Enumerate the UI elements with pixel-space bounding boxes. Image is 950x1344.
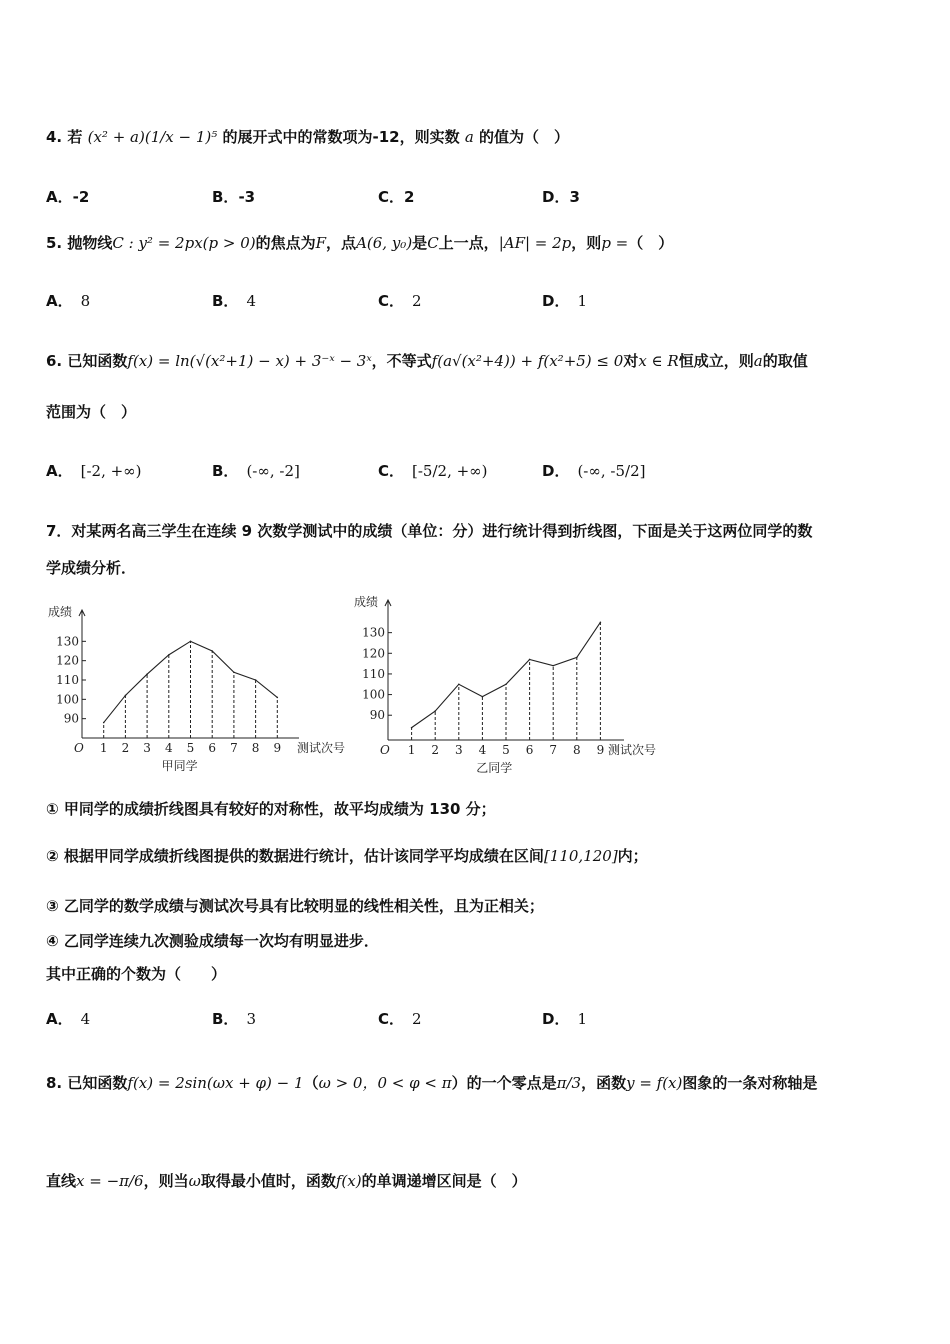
data-point: [146, 673, 148, 675]
data-point: [277, 697, 279, 699]
x-axis-label: 测试次号: [608, 743, 657, 757]
chart-jia: [42, 598, 362, 780]
q6-stem: 6. 已知函数f(x) = ln(√(x²+1) − x) + 3⁻ˣ − 3ˣ，不等式f(a√(x²+4)) + f(x²+5) ≤ 0对x ∈ R恒成立，则a的取值: [46, 352, 808, 370]
x-tick-label: 8: [251, 741, 260, 755]
y-tick-label: 110: [56, 673, 79, 687]
q4-option-b[interactable]: B．-3: [212, 188, 256, 206]
q4-stem: 4. 若 (x² + a)(1/x − 1)⁵ 的展开式中的常数项为-12，则实数 a 的值为（ ）: [46, 128, 570, 146]
data-point: [255, 679, 257, 681]
x-axis-label: 测试次号: [297, 741, 346, 755]
y-tick-label: 130: [56, 634, 79, 649]
x-tick-label: 9: [596, 743, 605, 757]
origin-label: O: [74, 741, 84, 755]
q7-stem-line2: 学成绩分析．: [46, 559, 137, 577]
q7-interval: [110,120]: [543, 847, 618, 865]
q4-number: 4.: [46, 128, 63, 146]
data-point: [190, 641, 192, 643]
y-tick-label: 100: [56, 692, 79, 707]
data-point: [600, 622, 602, 624]
chart-title: 甲同学: [161, 759, 198, 773]
data-point: [458, 683, 460, 685]
q8-stem: 8. 已知函数f(x) = 2sin(ωx + φ) − 1（ω > 0，0 < φ < π）的一个零点是π/3，函数y = f(x)图象的一条对称轴是: [46, 1074, 818, 1092]
x-tick-label: 3: [454, 743, 463, 757]
x-tick-label: 2: [431, 743, 440, 757]
q7-option-c[interactable]: C． 2: [378, 1010, 422, 1028]
q7-statement-2: ② 根据甲同学成绩折线图提供的数据进行统计，估计该同学平均成绩在区间[110,120]内；: [46, 847, 648, 865]
data-point: [411, 727, 413, 729]
q4-option-a[interactable]: A．-2: [46, 188, 90, 206]
q4-option-c[interactable]: C．2: [378, 188, 415, 206]
x-tick-label: 4: [164, 741, 173, 755]
data-point: [529, 659, 531, 661]
chart-yi: [352, 592, 672, 780]
x-tick-label: 9: [273, 741, 282, 755]
q6-option-c[interactable]: C． [-5/2, +∞): [378, 462, 488, 480]
q6-option-a[interactable]: A． [-2, +∞): [46, 462, 142, 480]
y-tick-label: 90: [63, 711, 79, 726]
q8-number: 8.: [46, 1074, 63, 1092]
data-point: [552, 665, 554, 667]
x-tick-label: 5: [186, 741, 195, 755]
q4-expression: (x² + a)(1/x − 1)⁵: [87, 128, 218, 146]
y-tick-label: 90: [369, 708, 385, 723]
origin-label: O: [380, 743, 390, 757]
chart-title: 乙同学: [476, 761, 513, 775]
y-axis-label: 成绩: [354, 595, 379, 609]
x-tick-label: 1: [407, 743, 416, 757]
q5-option-a[interactable]: A． 8: [46, 292, 91, 310]
q7-option-b[interactable]: B． 3: [212, 1010, 256, 1028]
data-point: [211, 650, 213, 652]
q5-option-b[interactable]: B． 4: [212, 292, 256, 310]
y-tick-label: 120: [362, 646, 385, 661]
x-tick-label: 2: [121, 741, 130, 755]
x-tick-label: 6: [525, 743, 534, 757]
q6-option-d[interactable]: D． (-∞, -5/2]: [542, 462, 646, 480]
q7-option-a[interactable]: A． 4: [46, 1010, 91, 1028]
x-tick-label: 4: [478, 743, 487, 757]
y-tick-label: 100: [362, 687, 385, 702]
q8-stem-line2: 直线x = −π/6，则当ω取得最小值时，函数f(x)的单调递增区间是（ ）: [46, 1172, 527, 1190]
q5-option-c[interactable]: C． 2: [378, 292, 422, 310]
q7-statement-3: ③ 乙同学的数学成绩与测试次号具有比较明显的线性相关性，且为正相关；: [46, 897, 544, 915]
x-tick-label: 8: [572, 743, 581, 757]
data-point: [434, 710, 436, 712]
x-tick-label: 1: [99, 741, 108, 755]
q7-question: 其中正确的个数为（ ）: [46, 965, 227, 983]
q5-option-d[interactable]: D． 1: [542, 292, 587, 310]
series-line: [412, 622, 601, 727]
q7-option-d[interactable]: D． 1: [542, 1010, 587, 1028]
x-tick-label: 5: [502, 743, 510, 757]
data-point: [233, 671, 235, 673]
q6-option-b[interactable]: B． (-∞, -2]: [212, 462, 300, 480]
q6-stem-line2: 范围为（ ）: [46, 403, 137, 421]
x-tick-label: 3: [143, 741, 151, 755]
q4-option-d[interactable]: D．3: [542, 188, 580, 206]
q6-number: 6.: [46, 352, 63, 370]
data-point: [103, 722, 105, 724]
data-point: [576, 657, 578, 659]
data-point: [482, 696, 484, 698]
y-tick-label: 120: [56, 653, 79, 668]
x-tick-label: 7: [230, 741, 238, 755]
q5-number: 5.: [46, 234, 63, 252]
q7-statement-4: ④ 乙同学连续九次测验成绩每一次均有明显进步．: [46, 932, 379, 950]
q7-statement-1: ① 甲同学的成绩折线图具有较好的对称性，故平均成绩为 130 分；: [46, 800, 496, 818]
data-point: [125, 695, 127, 697]
data-point: [168, 654, 170, 656]
data-point: [505, 683, 507, 685]
y-axis-label: 成绩: [48, 605, 73, 619]
x-tick-label: 6: [208, 741, 217, 755]
y-tick-label: 110: [362, 666, 385, 681]
x-tick-label: 7: [549, 743, 558, 757]
y-tick-label: 130: [362, 625, 385, 640]
q7-stem: 7．对某两名高三学生在连续 9 次数学测试中的成绩（单位：分）进行统计得到折线图，下面是关于这两位同学的数: [46, 522, 813, 540]
q5-stem: 5. 抛物线C : y² = 2px(p > 0)的焦点为F，点A(6, y₀)是C上一点，|AF| = 2p，则p =（ ）: [46, 234, 674, 252]
